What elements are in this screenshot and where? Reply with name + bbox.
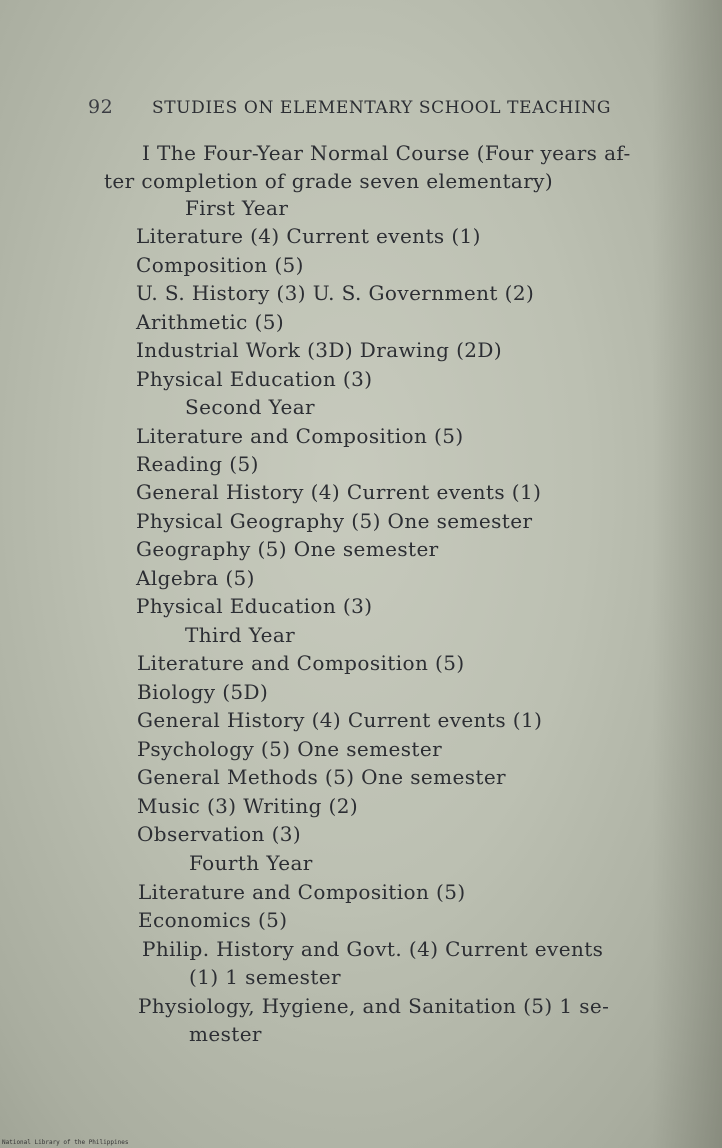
running-title: STUDIES ON ELEMENTARY SCHOOL TEACHING (152, 98, 611, 118)
intro-line-2: ter completion of grade seven elementary) (104, 169, 554, 193)
third-year-heading: Third Year (185, 623, 296, 647)
third-year-subject: General Methods (5) One semester (137, 765, 507, 789)
first-year-subject: Industrial Work (3D) Drawing (2D) (136, 338, 503, 362)
second-year-heading: Second Year (185, 395, 316, 419)
third-year-subject: Literature and Composition (5) (137, 651, 465, 675)
fourth-year-subject: Economics (5) (138, 908, 288, 932)
third-year-subject: Psychology (5) One semester (137, 737, 443, 761)
first-year-subject: Arithmetic (5) (136, 310, 285, 334)
page-number: 92 (88, 96, 114, 118)
second-year-subject: General History (4) Current events (1) (136, 480, 542, 504)
page-header (88, 96, 648, 118)
first-year-subject: Composition (5) (136, 253, 304, 277)
fourth-year-subject: Physiology, Hygiene, and Sanitation (5) 1 se- (138, 994, 610, 1018)
intro-line-1: I The Four-Year Normal Course (Four years af- (142, 141, 631, 165)
scan-credit: National Library of the Philippines (2, 1139, 129, 1146)
second-year-subject: Algebra (5) (136, 566, 255, 590)
second-year-subject: Physical Education (3) (136, 594, 373, 618)
first-year-subject: Literature (4) Current events (1) (136, 224, 481, 248)
fourth-year-subject: Philip. History and Govt. (4) Current events (142, 937, 604, 961)
second-year-subject: Reading (5) (136, 452, 259, 476)
fourth-year-subject: Literature and Composition (5) (138, 880, 466, 904)
first-year-subject: U. S. History (3) U. S. Government (2) (136, 281, 535, 305)
page-edge-shadow (652, 0, 722, 1148)
second-year-subject: Physical Geography (5) One semester (136, 509, 533, 533)
second-year-subject: Literature and Composition (5) (136, 424, 464, 448)
fourth-year-subject-continuation: mester (189, 1022, 262, 1046)
first-year-heading: First Year (185, 196, 289, 220)
first-year-subject: Physical Education (3) (136, 367, 373, 391)
third-year-subject: Biology (5D) (137, 680, 269, 704)
third-year-subject: Music (3) Writing (2) (137, 794, 359, 818)
third-year-subject: General History (4) Current events (1) (137, 708, 543, 732)
fourth-year-heading: Fourth Year (189, 851, 313, 875)
third-year-subject: Observation (3) (137, 822, 302, 846)
second-year-subject: Geography (5) One semester (136, 537, 439, 561)
fourth-year-subject-continuation: (1) 1 semester (189, 965, 341, 989)
